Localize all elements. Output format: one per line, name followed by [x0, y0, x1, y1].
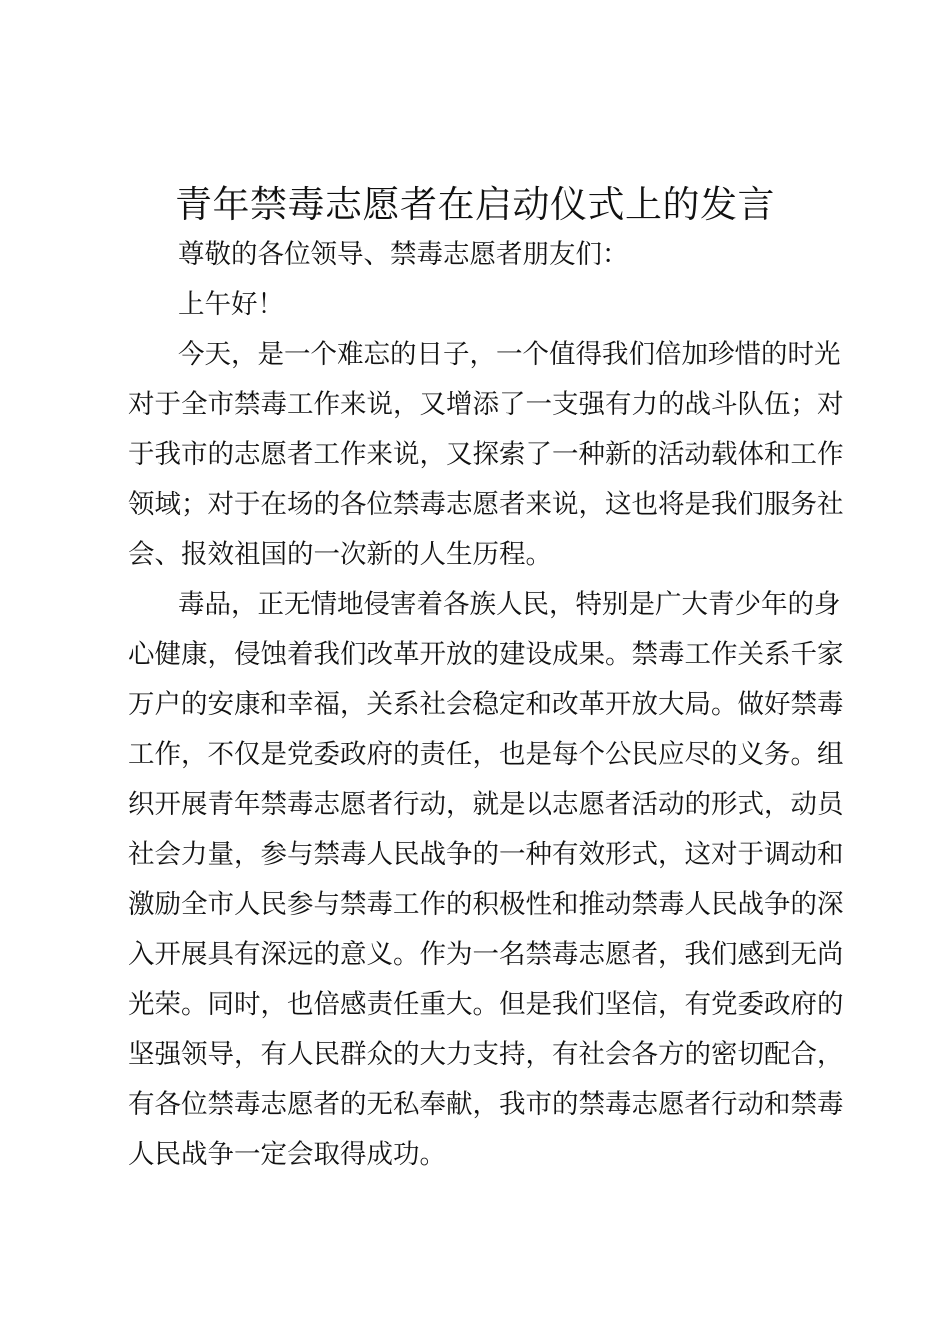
paragraph-line: 织开展青年禁毒志愿者行动，就是以志愿者活动的形式，动员: [128, 789, 844, 820]
paragraph-line: 领域；对于在场的各位禁毒志愿者来说，这也将是我们服务社: [128, 489, 844, 520]
paragraph-line: 今天，是一个难忘的日子，一个值得我们倍加珍惜的时光: [178, 339, 841, 370]
paragraph-line: 坚强领导，有人民群众的大力支持，有社会各方的密切配合，: [128, 1039, 844, 1070]
paragraph-line: 社会力量，参与禁毒人民战争的一种有效形式，这对于调动和: [128, 839, 844, 870]
paragraph-line: 毒品，正无情地侵害着各族人民，特别是广大青少年的身: [178, 589, 841, 620]
paragraph-line: 心健康，侵蚀着我们改革开放的建设成果。禁毒工作关系千家: [128, 639, 844, 670]
paragraph-line: 人民战争一定会取得成功。: [128, 1139, 446, 1170]
paragraph-line: 光荣。同时，也倍感责任重大。但是我们坚信，有党委政府的: [128, 989, 844, 1020]
paragraph-line: 有各位禁毒志愿者的无私奉献，我市的禁毒志愿者行动和禁毒: [128, 1089, 844, 1120]
paragraph-line: 万户的安康和幸福，关系社会稳定和改革开放大局。做好禁毒: [128, 689, 844, 720]
greeting-line: 上午好！: [178, 289, 284, 320]
paragraph-line: 入开展具有深远的意义。作为一名禁毒志愿者，我们感到无尚: [128, 939, 844, 970]
paragraph-line: 会、报效祖国的一次新的人生历程。: [128, 539, 552, 570]
paragraph-line: 激励全市人民参与禁毒工作的积极性和推动禁毒人民战争的深: [128, 889, 844, 920]
document-title: 青年禁毒志愿者在启动仪式上的发言: [175, 183, 775, 226]
paragraph-line: 对于全市禁毒工作来说，又增添了一支强有力的战斗队伍；对: [128, 389, 844, 420]
salutation-line: 尊敬的各位领导、禁毒志愿者朋友们：: [178, 239, 629, 270]
paragraph-line: 工作，不仅是党委政府的责任，也是每个公民应尽的义务。组: [128, 739, 844, 770]
paragraph-line: 于我市的志愿者工作来说，又探索了一种新的活动载体和工作: [128, 439, 844, 470]
